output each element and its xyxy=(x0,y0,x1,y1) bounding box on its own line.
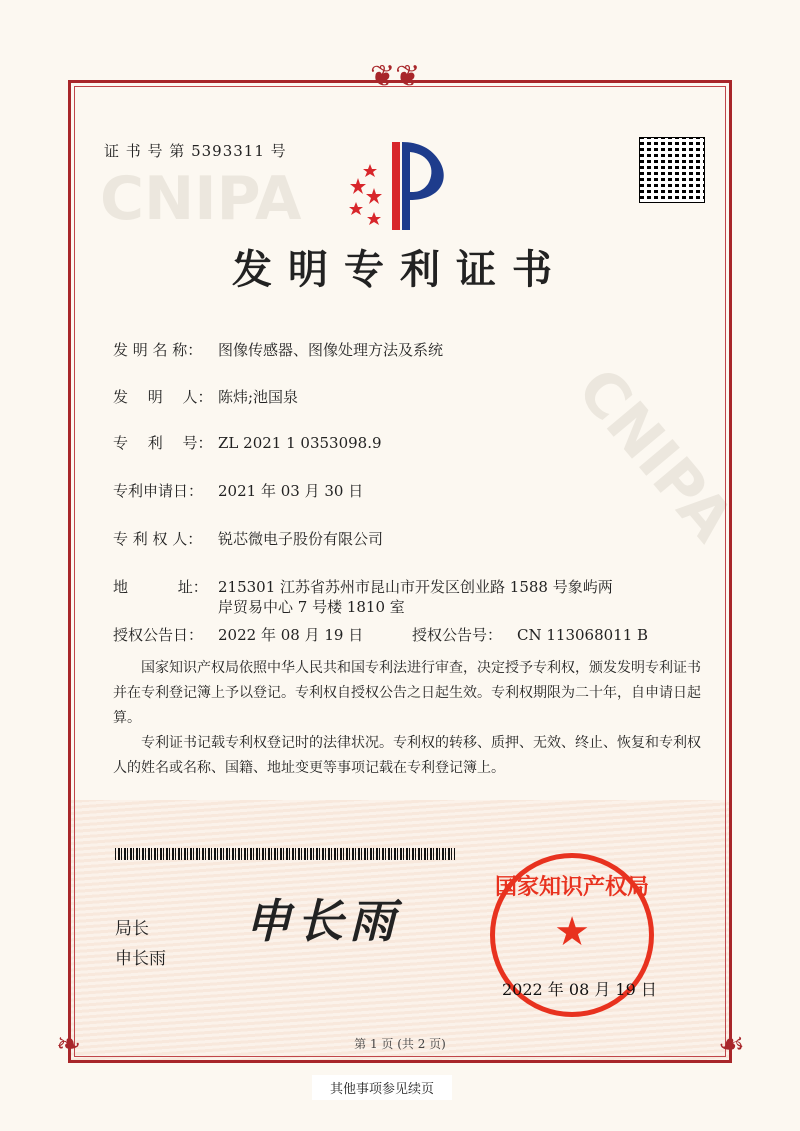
certificate-title: 发明专利证书 xyxy=(232,246,568,293)
corner-ornament: ☙ xyxy=(718,1027,745,1062)
field-value xyxy=(218,577,613,617)
field-label: 发 明 人： xyxy=(113,388,213,406)
footer-note: 其他事项参见续页 xyxy=(312,1075,452,1100)
field-label: 授权公告日： xyxy=(113,626,204,644)
statement-paragraph-1: 国家知识产权局依照中华人民共和国专利法进行审查，决定授予专利权，颁发发明专利证书并在专利登记簿上予以登记。专利权自授权公告之日起生效。专利权期限为二十年，自申请日起算。 xyxy=(113,660,701,726)
field-value: 陈炜;池国泉 xyxy=(218,388,299,406)
field-invention-name xyxy=(113,340,443,360)
signature: 申长雨 xyxy=(245,894,401,948)
field-value: 2021 年 03 月 30 日 xyxy=(218,482,364,500)
cnipa-logo xyxy=(340,140,460,232)
national-emblem-icon: ★ xyxy=(554,909,590,955)
page-number: 第 1 页 (共 2 页) xyxy=(354,1037,446,1051)
watermark: CNIPA xyxy=(100,164,302,234)
field-value: 2022 年 08 月 19 日 xyxy=(218,626,364,644)
barcode xyxy=(115,848,455,860)
field-label: 地 址： xyxy=(113,578,208,596)
certificate-number: 证 书 号 第 5393311 号 xyxy=(104,142,287,160)
qr-code[interactable] xyxy=(640,138,704,202)
statement xyxy=(113,656,701,781)
field-patentee xyxy=(113,529,383,549)
signatory-name: 申长雨 xyxy=(115,949,166,969)
field-grant-pub-number xyxy=(412,625,648,645)
address-line-1: 215301 江苏省苏州市昆山市开发区创业路 1588 号象屿两 xyxy=(218,578,613,596)
watermark: CNIPA xyxy=(563,355,747,555)
field-label: 专 利 号： xyxy=(113,434,213,452)
seal-date: 2022 年 08 月 19 日 xyxy=(502,980,657,999)
field-inventor xyxy=(113,387,298,407)
statement-paragraph-2: 专利证书记载专利权登记时的法律状况。专利权的转移、质押、无效、终止、恢复和专利权人的姓名或名称、国籍、地址变更等事项记载在专利登记簿上。 xyxy=(113,735,701,776)
corner-ornament: ❧ xyxy=(56,1027,82,1062)
field-label: 专利申请日： xyxy=(113,482,204,500)
field-value: ZL 2021 1 0353098.9 xyxy=(218,434,382,452)
field-address xyxy=(113,577,613,617)
field-application-date xyxy=(113,481,363,501)
field-label: 发 明 名 称： xyxy=(113,341,203,359)
star-icons xyxy=(349,164,382,225)
field-value: 锐芯微电子股份有限公司 xyxy=(218,530,384,548)
field-grant-date xyxy=(113,625,363,645)
seal-text: 国家知识产权局 xyxy=(494,874,649,900)
field-value: 图像传感器、图像处理方法及系统 xyxy=(218,341,444,359)
field-label: 专 利 权 人： xyxy=(113,530,203,548)
field-value: CN 113068011 B xyxy=(517,626,649,644)
field-patent-number xyxy=(113,433,382,453)
address-line-2: 岸贸易中心 7 号楼 1810 室 xyxy=(218,598,405,616)
top-ornament: ❦❦ xyxy=(370,59,421,94)
field-label: 授权公告号： xyxy=(412,626,503,644)
signatory-title: 局长 xyxy=(115,919,149,939)
